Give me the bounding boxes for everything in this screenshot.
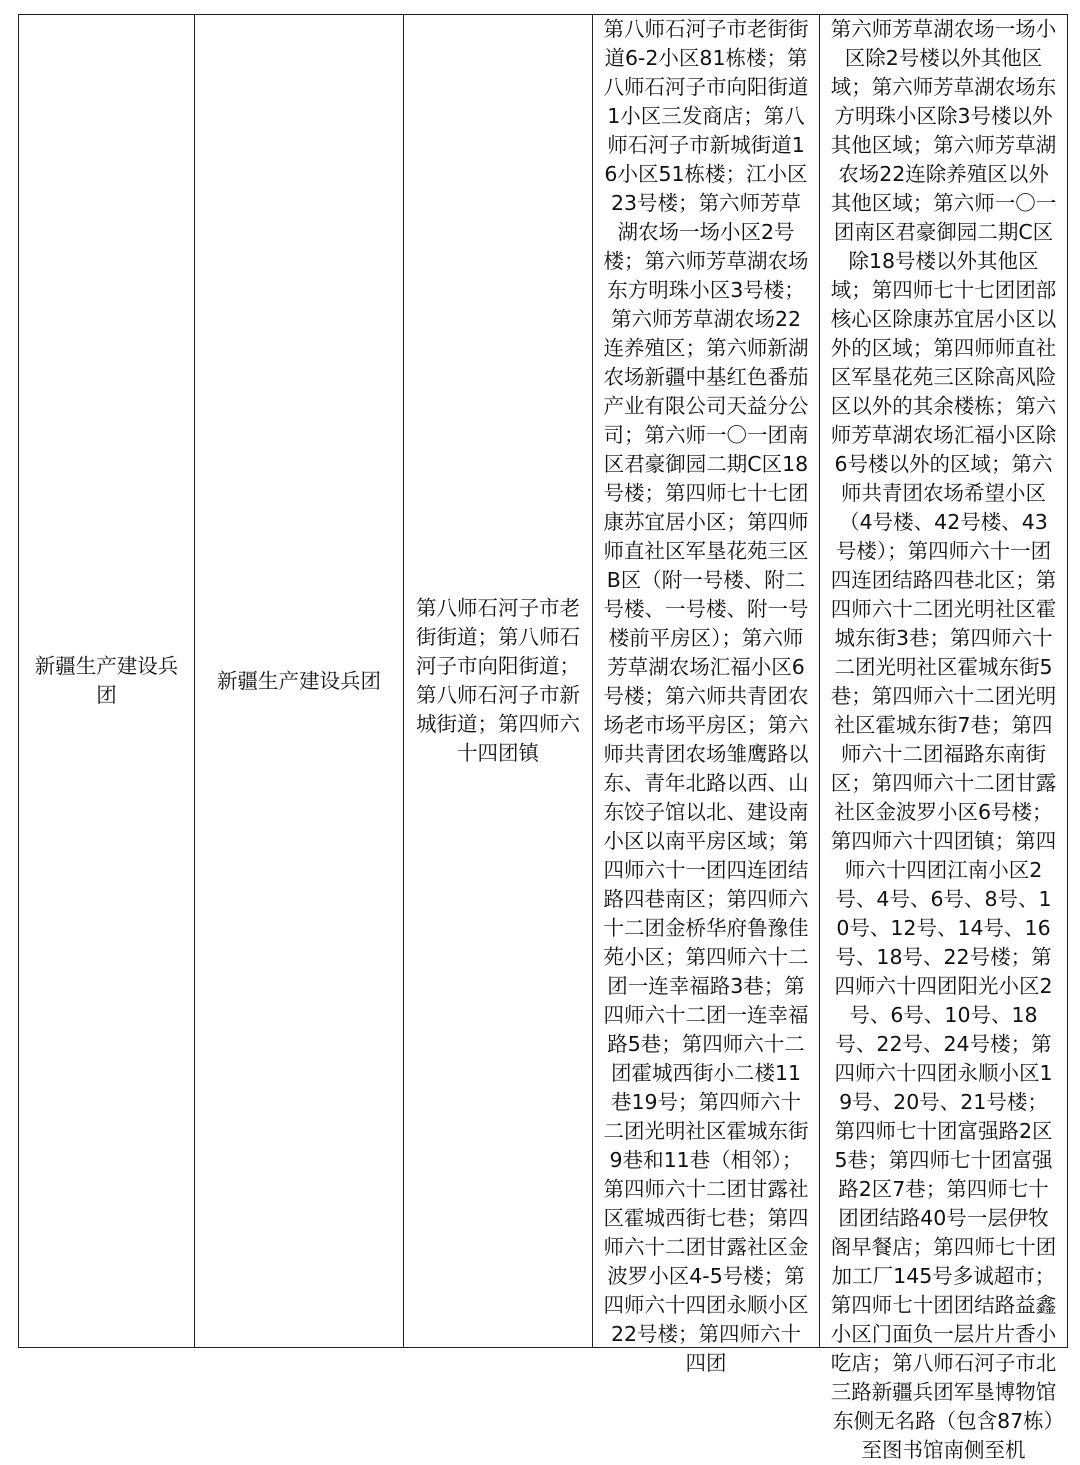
region-cell [19,15,195,1348]
high-risk-text: 第八师石河子市老街街道6-2小区81栋楼；第八师石河子市向阳街道1小区三发商店；第八师石河子市新城街道16小区51栋楼；江小区23号楼；第六师芳草湖农场一场小区2号楼；第六师芳草湖农场东方明珠小区3号楼；第六师芳草湖农场22连养殖区；第六师新湖农场新疆中基红色番茄产业有限公司天益分公司；第六师一〇一团南区君豪御园二期C区18号楼；第四师七十七团康苏宜居小区；第四师师直社区军垦花苑三区B区（附一号楼、附二号楼、一号楼、附一号楼前平房区）；第六师芳草湖农场汇福小区6号楼；第六师共青团农场老市场平房区；第六师共青团农场雏鹰路以东、青年北路以西、山东饺子馆以北、建设南小区以南平房区域；第四师六十一团四连团结路四巷南区；第四师六十二团金桥华府鲁豫佳苑小区；第四师六十二团一连幸福路3巷；第四师六十二团一连幸福路5巷；第四师六十二团霍城西街小二楼11巷19号；第四师六十二团光明社区霍城东街9巷和11巷（相邻）；第四师六十二团甘露社区霍城西街七巷；第四师六十二团甘露社区金波罗小区4-5号楼；第四师六十四团永顺小区22号楼；第四师六十四团 [603,17,809,1375]
table-row [19,15,1068,1348]
low-risk-cell [820,15,1068,1462]
high-risk-cell [593,15,820,1375]
street-cell [404,15,593,1348]
street-text: 第八师石河子市老街街道；第八师石河子市向阳街道；第八师石河子市新城街道；第四师六十四团镇 [416,596,580,765]
unit-text: 新疆生产建设兵团 [217,668,381,693]
low-risk-text: 第六师芳草湖农场一场小区除2号楼以外其他区域；第六师芳草湖农场东方明珠小区除3号楼以外其他区域；第六师芳草湖农场22连除养殖区以外其他区域；第六师一〇一团南区君豪御园二期C区除18号楼以外其他区域；第四师七十七团团部核心区除康苏宜居小区以外的区域；第四师师直社区军垦花苑三区除高风险区以外的其余楼栋；第六师芳草湖农场汇福小区除6号楼以外的区域；第六师共青团农场希望小区（4号楼、42号楼、43号楼）；第四师六十一团四连团结路四巷北区；第四师六十二团光明社区霍城东街3巷；第四师六十二团光明社区霍城东街5巷；第四师六十二团光明社区霍城东街7巷；第四师六十二团福路东南街区；第四师六十二团甘露社区金波罗小区6号楼；第四师六十四团镇；第四师六十四团江南小区2号、4号、6号、8号、10号、12号、14号、16号、18号、22号楼；第四师六十四团阳光小区2号、6号、10号、18号、22号、24号楼；第四师六十四团永顺小区19号、20号、21号楼；第四师七十团富强路2区5巷；第四师七十团富强路2区7巷；第四师七十团团结路40号一层伊牧阁早餐店；第四师七十团加工厂145号多诚超市；第四师七十团团结路益鑫小区门面负一层片片香小吃店；第八师石河子市北三路新疆兵团军垦博物馆东侧无名路（包含87栋）至图书馆南侧至机 [830,17,1057,1462]
region-text: 新疆生产建设兵团 [34,654,179,707]
risk-area-table [18,14,1068,1462]
unit-cell [195,15,404,1348]
